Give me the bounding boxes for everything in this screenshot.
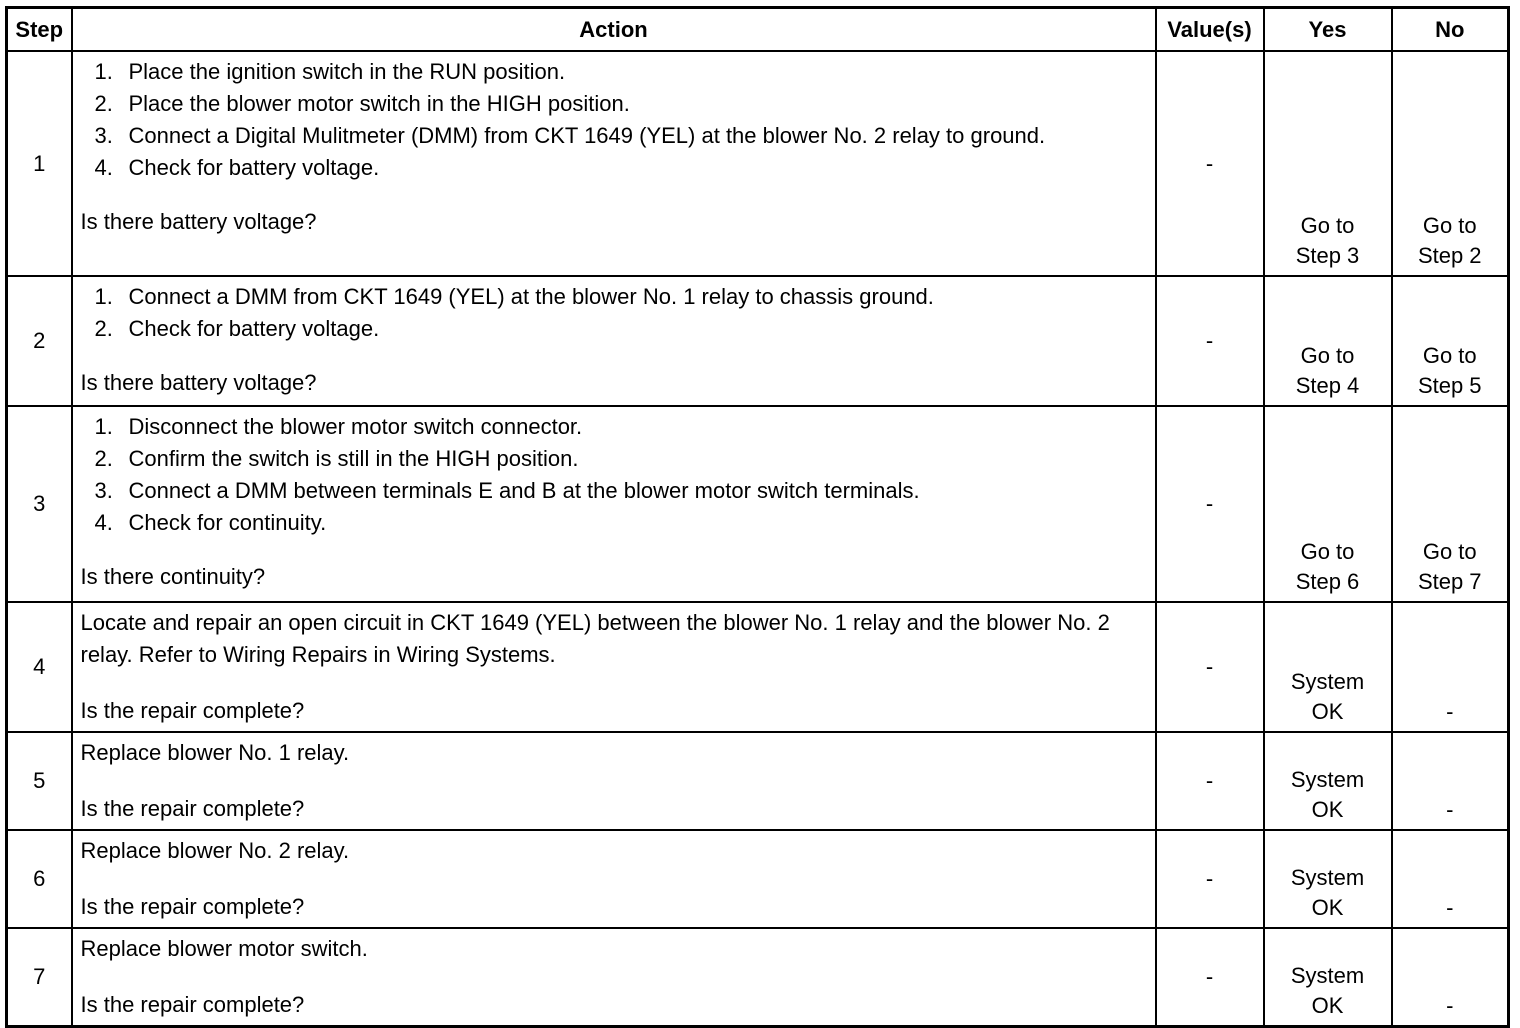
action-cell	[72, 276, 1156, 406]
list-item: 1. Connect a DMM from CKT 1649 (YEL) at the blower No. 1 relay to chassis ground.	[94, 284, 934, 309]
yes-cell: Go to Step 6	[1264, 406, 1392, 602]
action-cell	[72, 830, 1156, 928]
action-cell	[72, 928, 1156, 1027]
question-text: Is there battery voltage?	[80, 370, 317, 395]
step-number: 4	[7, 602, 72, 732]
value-cell: -	[1156, 602, 1264, 732]
no-cell: Go to Step 7	[1392, 406, 1509, 602]
action-cell	[72, 406, 1156, 602]
question-text: Is there continuity?	[80, 564, 266, 589]
table-row	[7, 602, 1509, 732]
no-cell: Go to Step 2	[1392, 51, 1509, 276]
step-number: 5	[7, 732, 72, 830]
header-no: No	[1392, 8, 1509, 52]
action-list	[81, 281, 1147, 345]
action-list	[81, 411, 1147, 539]
yes-cell: System OK	[1264, 602, 1392, 732]
action-cell	[72, 51, 1156, 276]
question-text: Is the repair complete?	[80, 796, 305, 821]
no-cell: -	[1392, 830, 1509, 928]
list-item: 2. Place the blower motor switch in the HIGH position.	[94, 91, 630, 116]
step-number: 7	[7, 928, 72, 1027]
header-yes: Yes	[1264, 8, 1392, 52]
no-cell: -	[1392, 602, 1509, 732]
list-item: 4. Check for battery voltage.	[94, 155, 380, 180]
action-cell	[72, 732, 1156, 830]
value-cell: -	[1156, 732, 1264, 830]
list-item: 4. Check for continuity.	[94, 510, 327, 535]
yes-cell: System OK	[1264, 732, 1392, 830]
diagnostic-table	[5, 6, 1510, 1028]
yes-cell: System OK	[1264, 830, 1392, 928]
yes-cell: Go to Step 4	[1264, 276, 1392, 406]
action-text: Replace blower motor switch.	[80, 936, 368, 961]
table-row	[7, 51, 1509, 276]
list-item: 2. Check for battery voltage.	[94, 316, 380, 341]
header-step: Step	[7, 8, 72, 52]
no-cell: -	[1392, 732, 1509, 830]
header-row	[7, 8, 1509, 52]
action-text: Replace blower No. 1 relay.	[80, 740, 350, 765]
value-cell: -	[1156, 276, 1264, 406]
value-cell: -	[1156, 406, 1264, 602]
step-number: 1	[7, 51, 72, 276]
step-number: 6	[7, 830, 72, 928]
question-text: Is the repair complete?	[80, 894, 305, 919]
header-values: Value(s)	[1156, 8, 1264, 52]
yes-cell: Go to Step 3	[1264, 51, 1392, 276]
no-cell: Go to Step 5	[1392, 276, 1509, 406]
action-cell	[72, 602, 1156, 732]
yes-cell: System OK	[1264, 928, 1392, 1027]
no-cell: -	[1392, 928, 1509, 1027]
question-text: Is the repair complete?	[80, 992, 305, 1017]
step-number: 2	[7, 276, 72, 406]
table-row	[7, 732, 1509, 830]
list-item: 3. Connect a Digital Mulitmeter (DMM) from CKT 1649 (YEL) at the blower No. 2 relay to ground.	[94, 123, 1046, 148]
list-item: 1. Place the ignition switch in the RUN position.	[94, 59, 566, 84]
action-list	[81, 56, 1147, 184]
table-row	[7, 830, 1509, 928]
table-row	[7, 406, 1509, 602]
value-cell: -	[1156, 51, 1264, 276]
table-row	[7, 928, 1509, 1027]
step-number: 3	[7, 406, 72, 602]
question-text: Is there battery voltage?	[80, 209, 317, 234]
table-row	[7, 276, 1509, 406]
list-item: 3. Connect a DMM between terminals E and B at the blower motor switch terminals.	[94, 478, 920, 503]
header-action: Action	[72, 8, 1156, 52]
action-text: Locate and repair an open circuit in CKT 1649 (YEL) between the blower No. 1 relay and the blower No. 2 relay. Refer to Wiring Repairs in Wiring Systems.	[80, 610, 1110, 667]
list-item: 1. Disconnect the blower motor switch connector.	[94, 414, 583, 439]
action-text: Replace blower No. 2 relay.	[80, 838, 350, 863]
list-item: 2. Confirm the switch is still in the HIGH position.	[94, 446, 579, 471]
question-text: Is the repair complete?	[80, 698, 305, 723]
value-cell: -	[1156, 928, 1264, 1027]
value-cell: -	[1156, 830, 1264, 928]
